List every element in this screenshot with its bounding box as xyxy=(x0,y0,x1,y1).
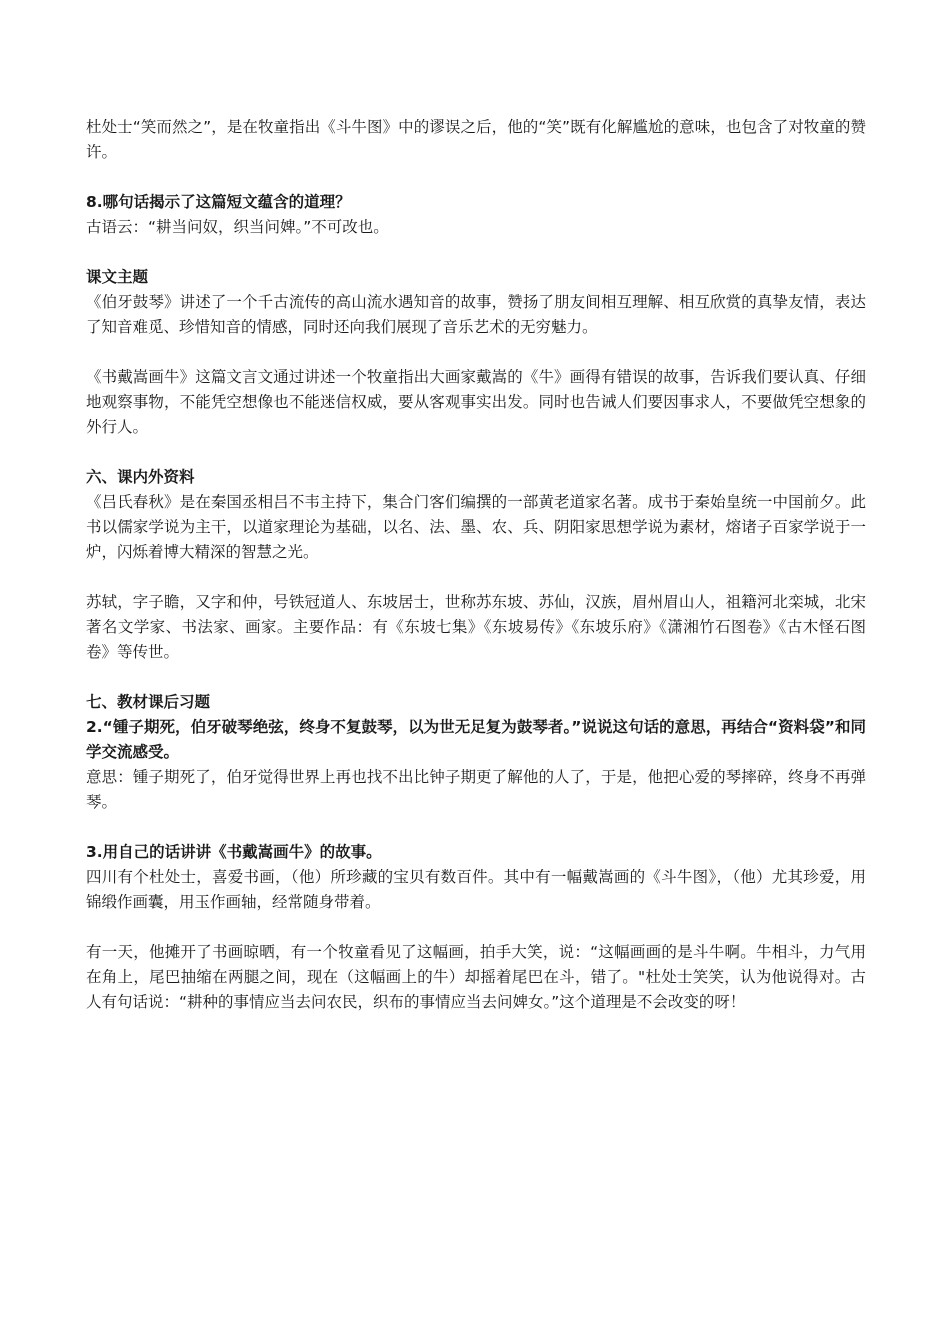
spacer xyxy=(86,815,866,840)
section-heading: 课文主题 xyxy=(86,268,149,286)
paragraph: 意思：锺子期死了，伯牙觉得世界上再也找不出比钟子期更了解他的人了，于是，他把心爱的琴摔碎，终身不再弹琴。 xyxy=(86,768,866,811)
section-heading: 七、教材课后习题 xyxy=(86,693,211,711)
section-heading: 六、课内外资料 xyxy=(86,468,195,486)
spacer xyxy=(86,340,866,365)
paragraph: 苏轼，字子瞻，又字和仲，号铁冠道人、东坡居士，世称苏东坡、苏仙，汉族，眉州眉山人，祖籍河北栾城，北宋著名文学家、书法家、画家。主要作品：有《东坡七集》《东坡易传》《东坡乐府》《潇湘竹石图卷》《古木怪石图卷》等传世。 xyxy=(86,593,866,661)
spacer xyxy=(86,565,866,590)
paragraph: 《书戴嵩画牛》这篇文言文通过讲述一个牧童指出大画家戴嵩的《牛》画得有错误的故事，告诉我们要认真、仔细地观察事物，不能凭空想像也不能迷信权威，要从客观事实出发。同时也告诫人们要因事求人，不要做凭空想象的外行人。 xyxy=(86,368,866,436)
spacer xyxy=(86,915,866,940)
question-heading: 2.“锺子期死，伯牙破琴绝弦，终身不复鼓琴，以为世无足复为鼓琴者。”说说这句话的意思，再结合“资料袋”和同学交流感受。 xyxy=(86,718,866,761)
paragraph: 古语云：“耕当问奴，织当问婢。”不可改也。 xyxy=(86,218,389,236)
question-heading: 8.哪句话揭示了这篇短文蕴含的道理？ xyxy=(86,193,351,211)
document-body xyxy=(86,115,866,1015)
paragraph: 有一天，他摊开了书画晾晒，有一个牧童看见了这幅画，拍手大笑，说：“这幅画画的是斗牛啊。牛相斗，力气用在角上，尾巴抽缩在两腿之间，现在（这幅画上的牛）却摇着尾巴在斗，错了。"杜处士笑笑，认为他说得对。古人有句话说：“耕种的事情应当去问农民，织布的事情应当去问婢女。”这个道理是不会改变的呀！ xyxy=(86,943,866,1011)
paragraph: 杜处士“笑而然之”，是在牧童指出《斗牛图》中的谬误之后，他的“笑”既有化解尴尬的意味，也包含了对牧童的赞许。 xyxy=(86,118,866,161)
question-heading: 3.用自己的话讲讲《书戴嵩画牛》的故事。 xyxy=(86,843,382,861)
spacer xyxy=(86,240,866,265)
paragraph: 《吕氏春秋》是在秦国丞相吕不韦主持下，集合门客们编撰的一部黄老道家名著。成书于秦始皇统一中国前夕。此书以儒家学说为主干，以道家理论为基础，以名、法、墨、农、兵、阴阳家思想学说为素材，熔诸子百家学说于一炉，闪烁着博大精深的智慧之光。 xyxy=(86,493,866,561)
spacer xyxy=(86,440,866,465)
spacer xyxy=(86,665,866,690)
paragraph: 四川有个杜处士，喜爱书画，（他）所珍藏的宝贝有数百件。其中有一幅戴嵩画的《斗牛图》，（他）尤其珍爱，用锦缎作画囊，用玉作画轴，经常随身带着。 xyxy=(86,868,866,911)
spacer xyxy=(86,165,866,190)
paragraph: 《伯牙鼓琴》讲述了一个千古流传的高山流水遇知音的故事，赞扬了朋友间相互理解、相互欣赏的真挚友情，表达了知音难觅、珍惜知音的情感，同时还向我们展现了音乐艺术的无穷魅力。 xyxy=(86,293,866,336)
